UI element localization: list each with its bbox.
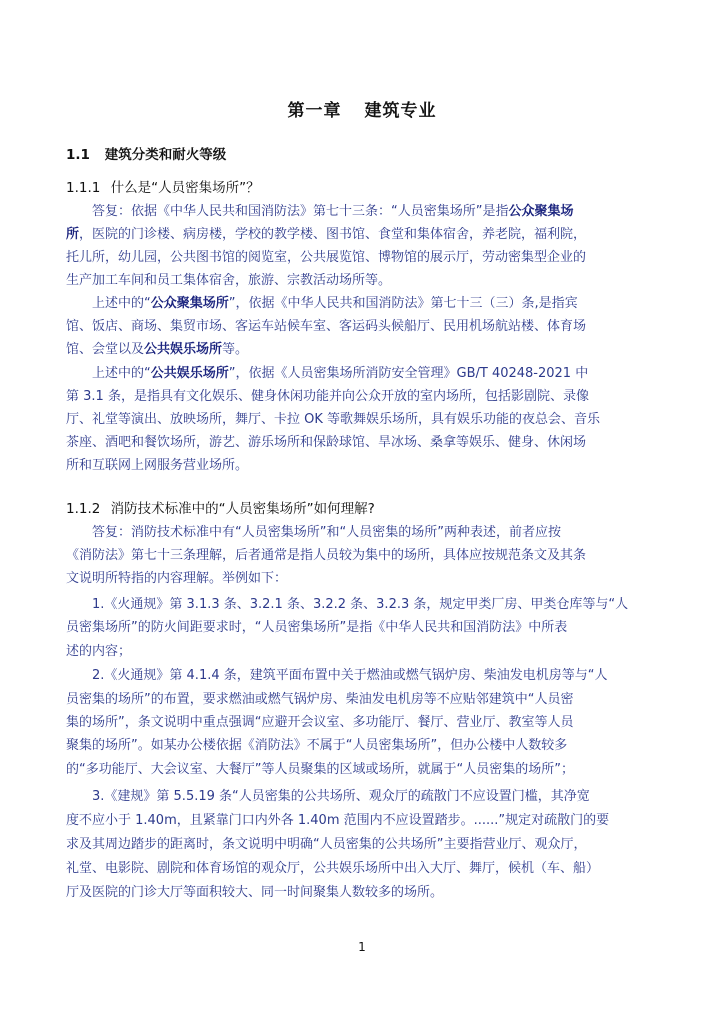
answer-line: 茶座、酒吧和餐饮场所，游艺、游乐场所和保龄球馆、旱冰场、桑拿等娱乐、健身、休闲场: [66, 435, 587, 450]
page-number: 1: [358, 940, 366, 954]
answer-line: 上述中的“公共娱乐场所”，依据《人员密集场所消防安全管理》GB/T 40248-2021 中: [92, 366, 589, 381]
answer-line: 第 3.1 条，是指具有文化娱乐、健身休闲功能并向公众开放的室内场所，包括影剧院、录像: [66, 389, 589, 404]
answer-line: 员密集场所”的防火间距要求时，“人员密集场所”是指《中华人民共和国消防法》中所表: [66, 620, 568, 635]
answer-line: 员密集的场所”的布置，要求燃油或燃气锅炉房、柴油发电机房等不应贴邻建筑中“人员密: [66, 692, 574, 707]
answer-line: 文说明所特指的内容理解。举例如下：: [66, 571, 288, 586]
answer-line: 礼堂、电影院、剧院和体育场馆的观众厅，公共娱乐场所中出入大厅、舞厅，候机（车、船）: [66, 861, 600, 876]
section-heading: [66, 143, 226, 163]
answer-line: 馆、饭店、商场、集贸市场、客运车站候车室、客运码头候船厅、民用机场航站楼、体育场: [66, 319, 587, 334]
chapter-number: 第一章: [287, 101, 342, 121]
answer-line: 3.《建规》第 5.5.19 条“人员密集的公共场所、观众厅的疏散门不应设置门槛，其净宽: [92, 789, 590, 804]
answer-line: 度不应小于 1.40m，且紧靠门口内外各 1.40m 范围内不应设置踏步。......”规定对疏散门的要: [66, 813, 610, 828]
answer-line: 生产加工车间和员工集体宿舍，旅游、宗教活动场所等。: [66, 273, 392, 288]
answer-line: 《消防法》第七十三条理解，后者通常是指人员较为集中的场所，具体应按规范条文及其条: [66, 548, 587, 563]
answer-line: 求及其周边踏步的距离时，条文说明中明确“人员密集的公共场所”主要指营业厅、观众厅，: [66, 837, 587, 852]
question-title: 消防技术标准中的“人员密集场所”如何理解?: [110, 501, 375, 517]
answer-line: 上述中的“公众聚集场所”，依据《中华人民共和国消防法》第七十三（三）条,是指宾: [92, 296, 578, 311]
answer-line: 述的内容；: [66, 644, 132, 659]
answer-line: 聚集的场所”。如某办公楼依据《消防法》不属于“人员密集场所”，但办公楼中人数较多: [66, 738, 568, 753]
answer-line: 所和互联网上网服务营业场所。: [66, 458, 249, 473]
chapter-title: [0, 96, 724, 121]
answer-line: 答复：消防技术标准中有“人员密集场所”和“人员密集的场所”两种表述，前者应按: [92, 525, 561, 540]
answer-line: 厅、礼堂等演出、放映场所，舞厅、卡拉 OK 等歌舞娱乐场所，具有娱乐功能的夜总会、音乐: [66, 412, 601, 427]
question-number: 1.1.1: [66, 180, 101, 196]
section-title: 建筑分类和耐火等级: [104, 147, 227, 163]
question-number: 1.1.2: [66, 501, 101, 517]
answer-line: 集的场所”，条文说明中重点强调“应避开会议室、多功能厅、餐厅、营业厅、教室等人员: [66, 715, 574, 730]
answer-line: 的“多功能厅、大会议室、大餐厅”等人员聚集的区域或场所，就属于“人员密集的场所”；: [66, 762, 574, 777]
answer-line: 1.《火通规》第 3.1.3 条、3.2.1 条、3.2.2 条、3.2.3 条，规定甲类厂房、甲类仓库等与“人: [92, 597, 629, 612]
question-title: 什么是“人员密集场所”？: [110, 180, 260, 196]
answer-line: 2.《火通规》第 4.1.4 条，建筑平面布置中关于燃油或燃气锅炉房、柴油发电机房等与“人: [92, 668, 608, 683]
answer-line: 所，医院的门诊楼、病房楼，学校的教学楼、图书馆、食堂和集体宿舍，养老院，福利院，: [66, 227, 587, 242]
answer-line: 托儿所，幼儿园，公共图书馆的阅览室，公共展览馆、博物馆的展示厅，劳动密集型企业的: [66, 250, 587, 265]
answer-line: 馆、会堂以及公共娱乐场所等。: [66, 342, 249, 357]
question-heading-1: [66, 176, 260, 196]
question-heading-2: [66, 497, 375, 517]
answer-line: 答复：依据《中华人民共和国消防法》第七十三条：“人员密集场所”是指公众聚集场: [92, 204, 574, 219]
answer-line: 厅及医院的门诊大厅等面积较大、同一时间聚集人数较多的场所。: [66, 885, 444, 900]
section-number: 1.1: [66, 147, 90, 163]
chapter-name: 建筑专业: [364, 101, 437, 121]
